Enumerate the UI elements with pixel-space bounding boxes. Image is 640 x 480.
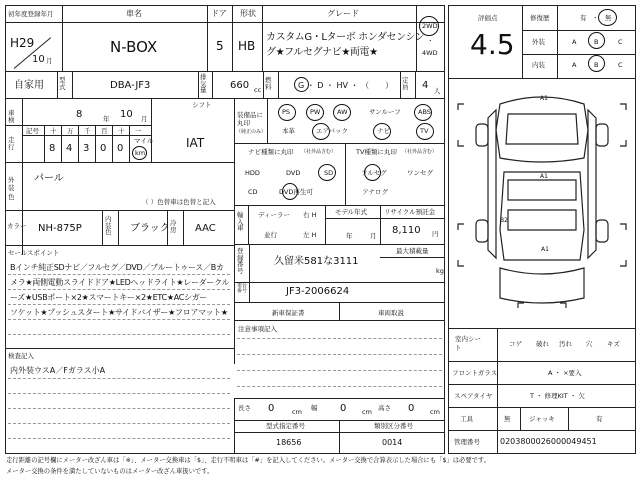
designation-label: 型式指定番号: [266, 422, 305, 430]
sales-point-label: セールスポイント: [8, 249, 60, 257]
interior-sheet-yabure: 破れ: [536, 340, 549, 348]
ac-label: 冷房: [170, 219, 177, 234]
navi-hdd: HDD: [245, 169, 260, 177]
footer-line-2: メーター交換の条件を満たしていないものはメーター改ざん車扱いです。: [6, 468, 214, 475]
interior-sheet-yogore: 汚れ: [559, 340, 572, 348]
interior-a: A: [572, 61, 577, 69]
equipment-label: 装備品に丸印: [237, 111, 263, 127]
use-value: 自家用: [14, 80, 44, 91]
plate-value: 久留米581な3111: [274, 256, 359, 267]
interior-color-value: ブラック: [130, 223, 170, 234]
spare-tire-value: T ・ 修理KIT ・ 欠: [530, 392, 585, 400]
mileage-digit-header: 十: [118, 127, 125, 135]
tv-oneseg: ワンセグ: [407, 169, 433, 177]
mileage-unit-km: km: [135, 149, 146, 157]
interior-label: 内装: [532, 61, 545, 69]
note-label: 注意事項記入: [238, 325, 277, 333]
equipment-item: エアバック: [316, 127, 348, 135]
model-name-label: 車名: [126, 9, 142, 18]
score-label: 評価点: [478, 14, 498, 22]
warranty-manual: 車両取説: [378, 309, 404, 317]
interior-sheet-kizu: キズ: [607, 340, 620, 348]
color-value: パール: [34, 173, 64, 184]
interior-b-circle: [588, 55, 605, 72]
first-reg-month-unit: 月: [46, 57, 53, 65]
tv-label: TV種類に丸印: [356, 148, 397, 156]
category-value: 0014: [382, 438, 403, 447]
tv-sublabel: （社外品含む）: [402, 149, 438, 155]
tv-analog: アナログ: [362, 188, 388, 196]
doors-label: ドア: [211, 9, 227, 18]
car-diagram: [448, 80, 636, 325]
equipment-item: ABS: [418, 108, 431, 116]
spare-tire-label: スペアタイヤ: [454, 392, 493, 400]
recycle-label: リサイクル預託金: [384, 208, 436, 216]
type-value: DBA-JF3: [110, 80, 151, 91]
body-label: 形状: [240, 9, 256, 18]
sales-line-1: Bインチ純正SDナビ／フルセグ／DVD／ブルートゥース／Bカ: [10, 263, 224, 272]
color-note: （ ）色替車は色替と記入: [142, 198, 216, 206]
sales-line-3: ーズ★USBポート×2★スマートキー×2★ETC★ACシガー: [10, 293, 208, 302]
displacement-unit: cc: [254, 86, 262, 94]
inspection-year: 8: [76, 109, 83, 120]
max-load-label: 最大積載量: [396, 247, 429, 255]
drive-slash: ・: [427, 37, 434, 45]
navi-label: ナビ種類に丸印: [248, 148, 294, 156]
width-unit: cm: [362, 408, 372, 416]
color-code-value: NH-875P: [38, 223, 82, 234]
length-unit: cm: [292, 408, 302, 416]
equipment-item: TV: [420, 127, 429, 135]
equipment-item: AW: [337, 108, 348, 116]
height-unit: cm: [430, 408, 440, 416]
navi-sd-circle: [318, 164, 336, 181]
repair-no: 無: [605, 14, 612, 22]
front-glass-value: A ・ ×要入: [548, 369, 582, 377]
capacity-unit: 人: [434, 87, 441, 95]
mileage-unit-mile: マイル: [134, 137, 154, 145]
jack-value: 有: [596, 415, 603, 423]
navi-sublabel: （社外品含む）: [301, 149, 337, 155]
repair-yes: 有: [580, 14, 587, 22]
recycle-value: 8,110: [392, 225, 421, 236]
grade-line2: グ★フルセグナビ★両電★: [266, 47, 378, 58]
diagram-label-4: A1: [541, 246, 549, 253]
mileage-digit-header: 十: [50, 127, 57, 135]
mileage-digit-header: 千: [84, 127, 91, 135]
model-year-unit: 年: [346, 232, 353, 240]
drive-4wd: 4WD: [422, 49, 438, 57]
height-value: 0: [408, 403, 415, 414]
navi-dvd-play: DVD再生可: [279, 188, 313, 196]
model-year-label: モデル年式: [335, 208, 368, 216]
interior-b: B: [594, 61, 599, 69]
tv-fullseg: フルセグ: [361, 169, 387, 177]
navi-cd: CD: [248, 188, 258, 196]
tools-value: 無: [504, 415, 511, 423]
mileage-digit: 3: [83, 143, 90, 154]
mileage-digit: 0: [100, 143, 107, 154]
mileage-digit-header: 記号: [26, 127, 39, 135]
inspection-year-unit: 年: [103, 115, 110, 123]
length-label: 長さ: [238, 404, 251, 412]
exterior-label: 外装: [532, 38, 545, 46]
front-glass-label: フロントガラス: [452, 369, 498, 377]
interior-color-label: 内装色: [105, 215, 112, 236]
mileage-digit: 8: [49, 143, 56, 154]
interior-sheet-label: 室内シート: [455, 335, 481, 353]
exterior-c: C: [618, 38, 623, 46]
navi-dvd: DVD: [286, 169, 301, 177]
mileage-label: 走行: [8, 136, 15, 151]
sales-line-2: メラ★両側電動スライドドア★LEDヘッドライト★レーダークル: [10, 278, 230, 287]
chassis-label: 車台番号: [237, 283, 248, 294]
footer-line-1: 走行距離の記号欄にメーター改ざん車は「※」、メーター交換車は「$」、走行不明車は「#」を記入してください。メーター交換で合算表示した場合にも「$」は必要です。: [6, 457, 491, 464]
first-reg-month: 10: [32, 54, 45, 65]
doors-value: 5: [216, 39, 224, 53]
import-parallel: 並行: [264, 231, 277, 239]
chassis-value: JF3-2006624: [286, 286, 350, 297]
fuel-g-circle: [294, 77, 309, 92]
mgmt-value: 0203800026000049451: [500, 437, 597, 446]
fuel-options: G ・ D ・ HV ・ （ ）: [298, 81, 394, 90]
equipment-item: PS: [282, 108, 291, 116]
warranty-new-car: 新車保証書: [272, 309, 305, 317]
mileage-digit-header: 百: [101, 127, 108, 135]
equipment-item: サンルーフ: [369, 108, 401, 116]
first-reg-year: H29: [10, 36, 35, 50]
import-label: 輸入車: [237, 211, 244, 232]
shift-value: IAT: [186, 136, 205, 150]
repair-label: 修復歴: [530, 14, 550, 22]
equipment-item: ナビ: [377, 127, 390, 135]
exterior-b: B: [594, 38, 599, 46]
grade-line1: カスタムG・Lターボ ホンダセンシン: [266, 32, 425, 43]
mileage-digit-header: 万: [67, 127, 74, 135]
tv-fullseg-circle: [364, 164, 381, 181]
import-dealer: ディーラー: [258, 211, 290, 219]
inspector-note-value: 内外装ウスA／Fガラス小A: [10, 366, 106, 375]
type-label: 型式: [59, 76, 66, 91]
grade-label: グレード: [327, 9, 359, 18]
equipment-item: PW: [310, 108, 321, 116]
navi-dvd-play-circle: [282, 183, 298, 200]
width-value: 0: [340, 403, 347, 414]
height-label: 高さ: [378, 404, 391, 412]
sales-line-4: ソケット★プッシュスタート★サイドバイザー★フロアマット★: [10, 308, 228, 317]
designation-value: 18656: [276, 438, 302, 447]
diagram-label-2: A1: [540, 173, 548, 180]
mileage-digit-header: 一: [135, 127, 142, 135]
model-month-unit: 月: [370, 232, 377, 240]
model-name: N-BOX: [110, 38, 158, 56]
inspector-note-label: 検査記入: [8, 352, 34, 360]
displacement-value: 660: [230, 80, 250, 91]
capacity-label: 定員: [402, 76, 409, 91]
import-left: 左 H: [303, 231, 317, 239]
interior-sheet-ana: 穴: [586, 340, 593, 348]
length-value: 0: [268, 403, 275, 414]
score-value: 4.5: [470, 28, 515, 61]
tools-label: 工具: [460, 415, 473, 423]
inspection-month-unit: 月: [141, 115, 148, 123]
color-label: 外装色: [8, 176, 15, 201]
repair-sep: ・: [592, 14, 599, 22]
interior-c: C: [618, 61, 623, 69]
exterior-b-circle: [588, 32, 605, 49]
mileage-digit: 4: [66, 143, 73, 154]
jack-label: ジャッキ: [529, 415, 555, 423]
width-label: 幅: [311, 404, 318, 412]
repair-no-circle: [598, 9, 617, 26]
mileage-digit: 0: [117, 143, 124, 154]
displacement-label: 排気量: [200, 73, 207, 94]
equipment-item: 本革: [282, 127, 295, 135]
interior-sheet-koge: コゲ: [509, 340, 522, 348]
color-code-label: カラー: [7, 222, 27, 230]
ac-value: AAC: [195, 223, 216, 234]
body-value: HB: [238, 39, 256, 53]
category-label: 類別区分番号: [374, 422, 413, 430]
diagram-label-1: A1: [540, 95, 548, 102]
inspection-month: 10: [120, 109, 133, 120]
first-reg-label: 初年度登録年月: [8, 10, 54, 18]
capacity-value: 4: [422, 80, 429, 91]
shift-label: シフト: [192, 101, 212, 109]
exterior-a: A: [572, 38, 577, 46]
max-load-unit: kg: [436, 267, 444, 275]
plate-label: 登録番号: [237, 247, 244, 275]
mgmt-label: 管理番号: [454, 438, 480, 446]
diagram-label-3: B2: [500, 217, 508, 224]
recycle-unit: 円: [432, 230, 439, 238]
equipment-sublabel: （純正のみ）: [236, 129, 267, 135]
import-right: 右 H: [303, 211, 317, 219]
fuel-label: 燃料: [265, 76, 272, 91]
navi-sd: SD: [324, 169, 334, 177]
drive-2wd: 2WD: [422, 22, 438, 30]
inspection-label: 車検: [8, 109, 15, 124]
